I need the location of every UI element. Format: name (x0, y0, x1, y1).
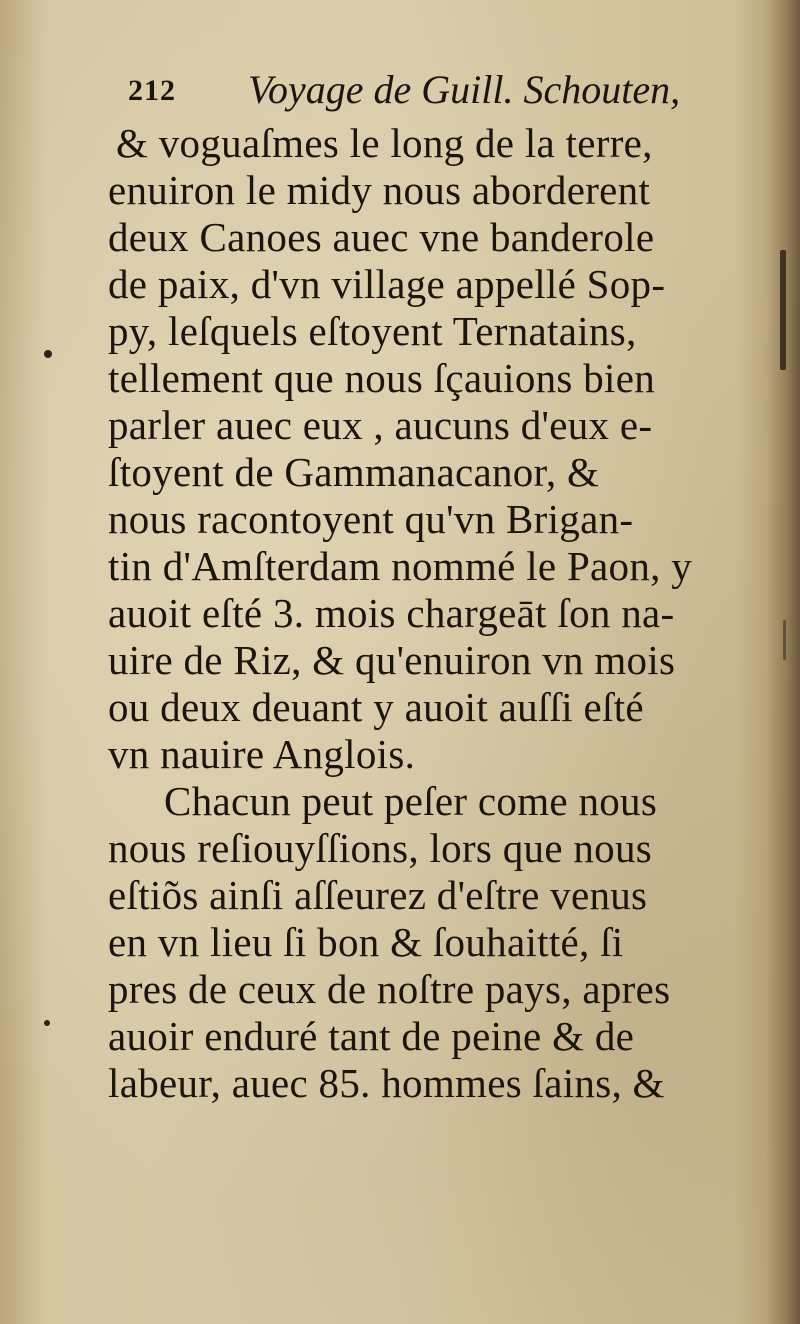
text-line: nous reſiouyſſions, lors que nous (108, 825, 653, 871)
text-line: & voguaſmes le long de la terre, (116, 120, 653, 166)
ink-speck (44, 1020, 50, 1026)
text-line: vn nauire Anglois. (108, 731, 416, 777)
text-line: tellement que nous ſçauions bien (108, 355, 656, 401)
text-line: ou deux deuant y auoit auſſi eſté (108, 684, 644, 730)
ink-speck (44, 350, 52, 358)
body-text (108, 120, 748, 1107)
binding-mark (780, 250, 786, 370)
text-line: auoit eſté 3. mois chargeāt ſon na- (108, 590, 675, 636)
text-line: auoir enduré tant de peine & de (108, 1013, 635, 1059)
text-line: eſtiõs ainſi aſſeurez d'eſtre venus (108, 872, 648, 918)
page-number: 212 (128, 74, 176, 107)
running-head: Voyage de Guill. Schouten, (248, 67, 681, 112)
text-line: py, leſquels eſtoyent Ternatains, (108, 308, 637, 354)
text-line: deux Canoes auec vne banderole (108, 214, 655, 260)
text-line: labeur, auec 85. hommes ſains, & (108, 1060, 665, 1106)
text-line: tin d'Amſterdam nommé le Paon, y (108, 543, 693, 589)
binding-mark (783, 620, 786, 660)
paragraph-start-line: Chacun peut peſer come nous (164, 778, 658, 824)
text-line: parler auec eux , aucuns d'eux e- (108, 402, 653, 448)
text-line: nous racontoyent qu'vn Brigan- (108, 496, 634, 542)
text-line: de paix, d'vn village appellé Sop- (108, 261, 666, 307)
text-line: enuiron le midy nous aborderent (108, 167, 651, 213)
page-binding-edge (766, 0, 800, 1324)
page-header (128, 64, 688, 112)
text-line: pres de ceux de noſtre pays, apres (108, 966, 671, 1012)
text-line: uire de Riz, & qu'enuiron vn mois (108, 637, 676, 683)
text-line: en vn lieu ſi bon & ſouhaitté, ſi (108, 919, 624, 965)
text-line: ſtoyent de Gammanacanor, & (108, 449, 600, 495)
